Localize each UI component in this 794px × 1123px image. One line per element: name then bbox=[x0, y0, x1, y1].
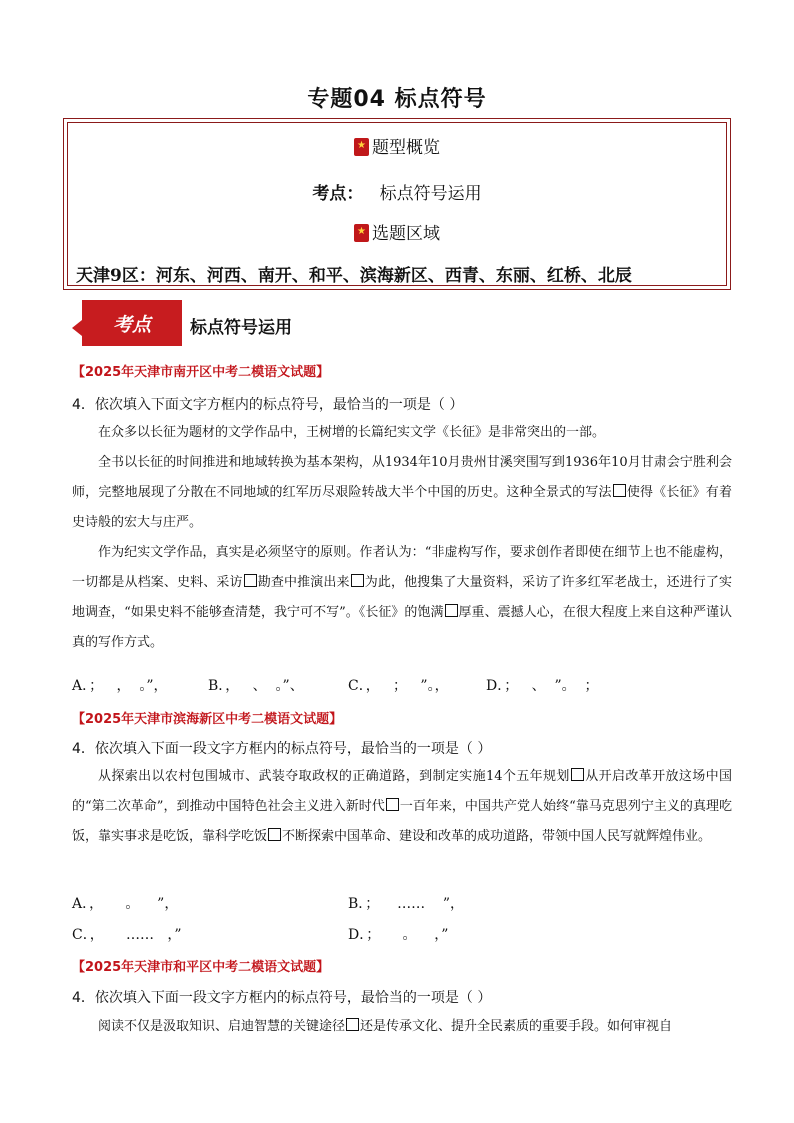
overview-header-region bbox=[68, 219, 726, 244]
question-stem: 4．依次填入下面一段文字方框内的标点符号，最恰当的一项是（ ） bbox=[72, 990, 492, 1006]
passage-text: 一百年来，中国共产党人始终“靠马克思列宁主义的真理吃饭，靠实事求是吃饭，靠科学吃饭 bbox=[72, 799, 732, 844]
option-b[interactable]: B．， 、 。”、 bbox=[208, 678, 304, 694]
blank-box bbox=[346, 1018, 359, 1031]
question-passage bbox=[72, 418, 732, 658]
banner-arrow bbox=[72, 320, 82, 336]
blank-box bbox=[351, 574, 364, 587]
blank-box bbox=[386, 798, 399, 811]
question-passage bbox=[72, 762, 732, 852]
page-title: 专题04 标点符号 bbox=[307, 87, 487, 112]
question-source: 【2025年天津市南开区中考二模语文试题】 bbox=[72, 365, 330, 380]
passage-text: 勘查中推演出来 bbox=[257, 575, 350, 590]
overview-box bbox=[63, 118, 731, 290]
passage-paragraph bbox=[72, 1012, 732, 1042]
book-icon: ★ bbox=[354, 138, 369, 156]
question-stem: 4．依次填入下面一段文字方框内的标点符号，最恰当的一项是（ ） bbox=[72, 741, 492, 757]
kaodian-value: 标点符号运用 bbox=[379, 184, 482, 204]
passage-text: 不断探索中国革命、建设和改革的成功道路，带领中国人民写就辉煌伟业。 bbox=[282, 829, 712, 844]
passage-text: 还是传承文化、提升全民素质的重要手段。如何审视自 bbox=[360, 1019, 673, 1034]
option-b[interactable]: B．； …… ”， bbox=[348, 896, 465, 912]
passage-text: 厚重、震撼人心，在很大程度上来自这种严谨认真的写作方式。 bbox=[72, 605, 732, 650]
section-banner bbox=[72, 300, 182, 346]
passage-paragraph bbox=[72, 448, 732, 538]
passage-text: 全书以长征的时间推进和地域转换为基本架构，从1934年10月贵州甘溪突围写到1936年10月甘肃会宁胜利会师，完整地展现了分散在不同地域的红军历尽艰险转战大半个中国的历史。这种全景式的写法 bbox=[72, 455, 732, 500]
passage-paragraph bbox=[72, 762, 732, 852]
passage-text: 从开启改革开放这场中国的“第二次革命”，到推动中国特色社会主义进入新时代 bbox=[72, 769, 732, 814]
blank-box bbox=[445, 604, 458, 617]
option-d[interactable]: D．； 。 ，” bbox=[348, 927, 449, 943]
kaodian-label: 考点： bbox=[312, 184, 364, 204]
option-c[interactable]: C．， …… ，” bbox=[72, 927, 182, 943]
overview-header2-text: 选题区域 bbox=[372, 224, 440, 244]
question-source: 【2025年天津市和平区中考二模语文试题】 bbox=[72, 960, 330, 975]
overview-box-inner bbox=[67, 122, 727, 286]
book-icon: ★ bbox=[354, 224, 369, 242]
passage-text: 从探索出以农村包围城市、武装夺取政权的正确道路，到制定实施14个五年规划 bbox=[98, 769, 570, 784]
option-d[interactable]: D．； 、 ”。 ； bbox=[486, 678, 599, 694]
section-title: 标点符号运用 bbox=[190, 318, 292, 338]
blank-box bbox=[244, 574, 257, 587]
region-line: 天津9区：河东、河西、南开、和平、滨海新区、西青、东丽、红桥、北辰 bbox=[76, 266, 632, 286]
blank-box bbox=[571, 768, 584, 781]
option-a[interactable]: A．， 。 ”， bbox=[72, 896, 179, 912]
overview-header-type bbox=[68, 133, 726, 158]
banner-text: 考点 bbox=[112, 314, 151, 336]
passage-paragraph bbox=[72, 538, 732, 658]
passage-paragraph: 在众多以长征为题材的文学作品中，王树增的长篇纪实文学《长征》是非常突出的一部。 bbox=[98, 425, 606, 440]
option-c[interactable]: C．， ； ”。， bbox=[348, 678, 449, 694]
passage-text: 为此，他搜集了大量资料，采访了许多红军老战士，还进行了实地调查，“如果史料不能够查清楚，我宁可不写”。《长征》的饱满 bbox=[72, 575, 732, 620]
passage-text: 阅读不仅是汲取知识、启迪智慧的关键途径 bbox=[98, 1019, 346, 1034]
passage-text: 作为纪实文学作品，真实是必须坚守的原则。作者认为：“非虚构写作，要求创作者即使在细节上也不能虚构，一切都是从档案、史料、采访 bbox=[72, 545, 732, 590]
blank-box bbox=[613, 484, 626, 497]
question-source: 【2025年天津市滨海新区中考二模语文试题】 bbox=[72, 712, 343, 727]
question-stem: 4．依次填入下面文字方框内的标点符号，最恰当的一项是（ ） bbox=[72, 397, 464, 413]
blank-box bbox=[268, 828, 281, 841]
overview-header1-text: 题型概览 bbox=[372, 138, 440, 158]
kaodian-line bbox=[68, 179, 726, 204]
question-passage bbox=[72, 1012, 732, 1042]
passage-text: 使得《长征》有着史诗般的宏大与庄严。 bbox=[72, 485, 732, 530]
option-a[interactable]: A．； ， 。”， bbox=[72, 678, 168, 694]
